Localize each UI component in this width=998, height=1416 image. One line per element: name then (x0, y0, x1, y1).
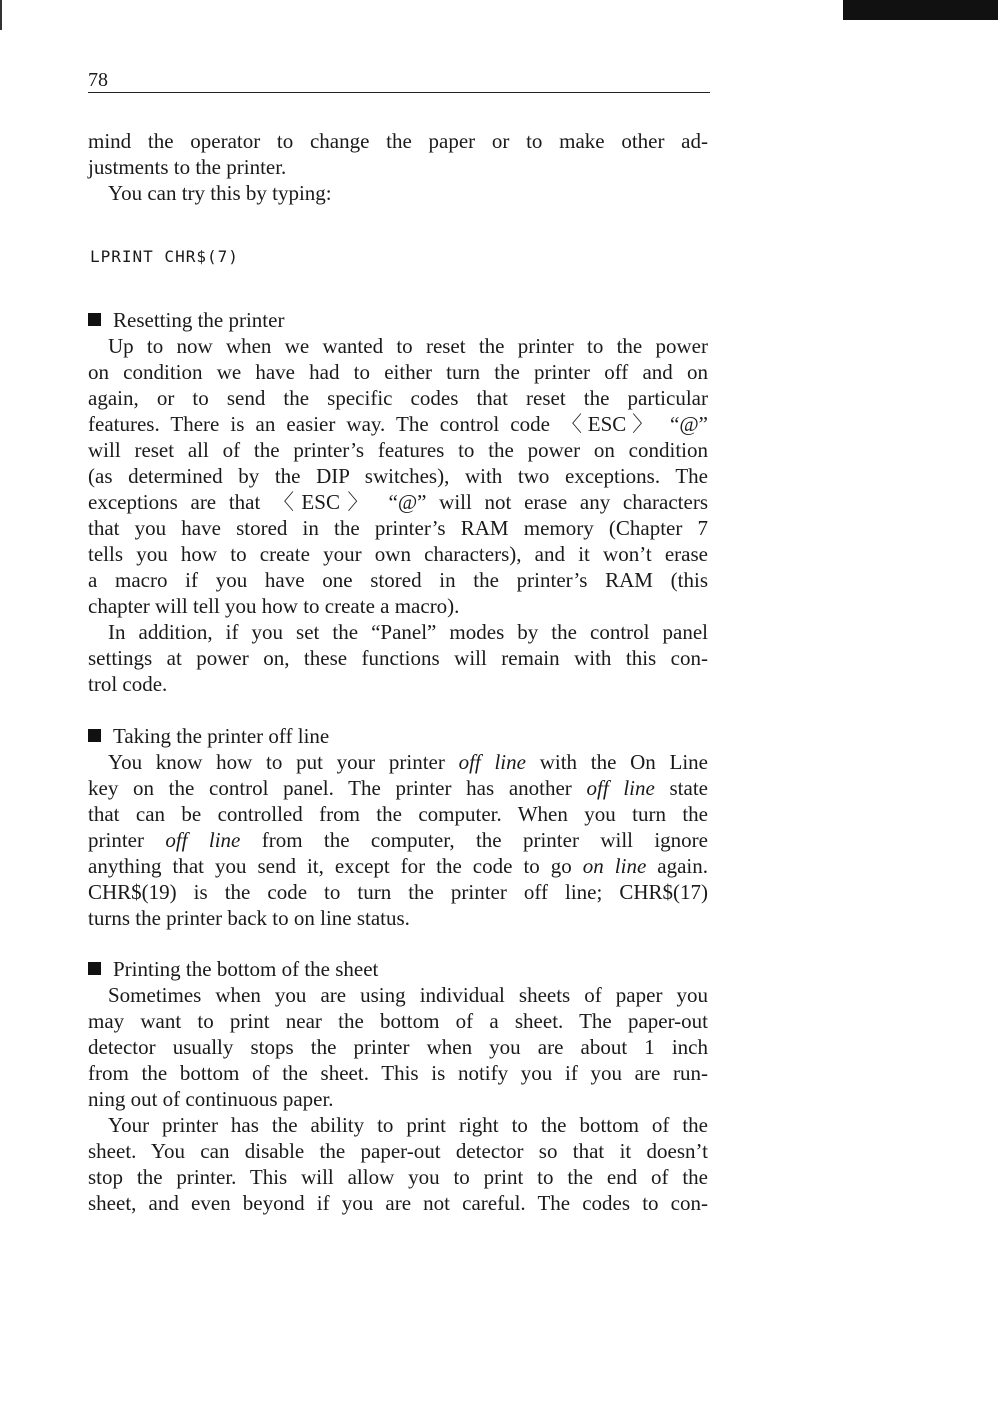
margin-mark (0, 0, 2, 30)
body-line: detector usually stops the printer when you are about 1 inch (88, 1035, 708, 1059)
corner-tab-mark (843, 0, 998, 20)
body-line: exceptions are that 〈ESC〉 “@” will not erase any characters (88, 490, 708, 514)
body-line: on condition we have had to either turn the printer off and on (88, 360, 708, 384)
body-line: stop the printer. This will allow you to print to the end of the (88, 1165, 708, 1189)
body-line: features. There is an easier way. The control code 〈ESC〉 “@” (88, 412, 708, 436)
body-line: You know how to put your printer off line with the On Line (108, 750, 708, 774)
body-line: turns the printer back to on line status. (88, 906, 410, 930)
body-line: mind the operator to change the paper or to make other ad- (88, 129, 708, 153)
heading-text: Printing the bottom of the sheet (113, 957, 379, 981)
body-line: CHR$(19) is the code to turn the printer off line; CHR$(17) (88, 880, 708, 904)
body-line: again, or to send the specific codes that reset the particular (88, 386, 708, 410)
body-line: a macro if you have one stored in the printer’s RAM (this (88, 568, 708, 592)
body-line: sheet, and even beyond if you are not careful. The codes to con- (88, 1191, 708, 1215)
body-line: tells you how to create your own characters), and it won’t erase (88, 542, 708, 566)
italic-term: off line (165, 828, 241, 852)
body-line: from the bottom of the sheet. This is notify you if you are run- (88, 1061, 708, 1085)
body-line: sheet. You can disable the paper-out detector so that it doesn’t (88, 1139, 708, 1163)
italic-term: on line (582, 854, 647, 878)
italic-term: off line (458, 750, 526, 774)
body-line: that you have stored in the printer’s RAM memory (Chapter 7 (88, 516, 708, 540)
square-bullet-icon (88, 962, 101, 975)
body-line: Sometimes when you are using individual sheets of paper you (108, 983, 708, 1007)
body-line: You can try this by typing: (108, 181, 332, 205)
section-heading-bottom (88, 956, 378, 982)
body-line: Up to now when we wanted to reset the printer to the power (108, 334, 708, 358)
body-line: ning out of continuous paper. (88, 1087, 334, 1111)
body-line: In addition, if you set the “Panel” modes by the control panel (108, 620, 708, 644)
body-line: may want to print near the bottom of a sheet. The paper-out (88, 1009, 708, 1033)
page-number: 78 (88, 69, 108, 91)
heading-text: Resetting the printer (113, 308, 285, 332)
body-line: justments to the printer. (88, 155, 287, 179)
section-heading-offline (88, 723, 329, 749)
body-line: key on the control panel. The printer has another off line state (88, 776, 708, 800)
heading-text: Taking the printer off line (113, 724, 330, 748)
body-line: (as determined by the DIP switches), with two exceptions. The (88, 464, 708, 488)
italic-term: off line (586, 776, 655, 800)
body-line: that can be controlled from the computer. When you turn the (88, 802, 708, 826)
body-line: chapter will tell you how to create a macro). (88, 594, 460, 618)
body-line: printer off line from the computer, the printer will ignore (88, 828, 708, 852)
square-bullet-icon (88, 313, 101, 326)
body-line: settings at power on, these functions will remain with this con- (88, 646, 708, 670)
body-line: anything that you send it, except for the code to go on line again. (88, 854, 709, 878)
section-heading-reset (88, 307, 284, 333)
body-line: Your printer has the ability to print right to the bottom of the (108, 1113, 708, 1137)
body-line: trol code. (88, 672, 168, 696)
body-line: will reset all of the printer’s features to the power on condition (88, 438, 708, 462)
header-rule (88, 92, 710, 93)
code-example: LPRINT CHR$(7) (90, 247, 239, 266)
square-bullet-icon (88, 729, 101, 742)
